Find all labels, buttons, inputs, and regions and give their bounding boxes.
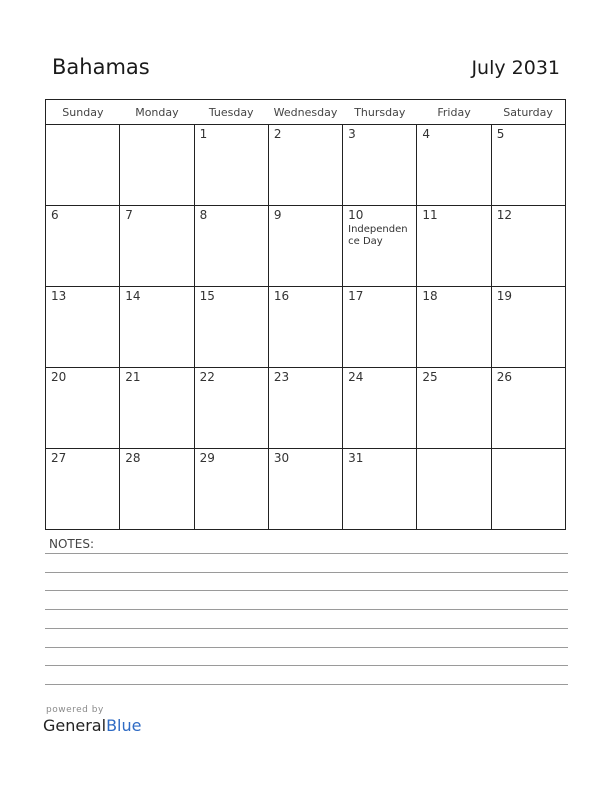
day-number: 5	[496, 127, 505, 141]
day-cell	[417, 287, 491, 368]
day-cell	[343, 206, 417, 287]
empty-day-cell	[46, 125, 120, 206]
note-line	[45, 609, 568, 610]
day-cell	[120, 206, 194, 287]
week-row	[46, 368, 566, 449]
day-number: 15	[199, 289, 215, 303]
weekday-header: Saturday	[491, 100, 565, 125]
day-number: 22	[199, 370, 215, 384]
day-cell	[417, 368, 491, 449]
week-row	[46, 206, 566, 287]
day-cell	[343, 287, 417, 368]
day-cell	[343, 449, 417, 530]
day-cell	[343, 368, 417, 449]
note-line	[45, 647, 568, 648]
day-cell	[417, 125, 491, 206]
empty-day-cell	[491, 449, 565, 530]
day-cell	[46, 287, 120, 368]
day-number: 3	[348, 127, 356, 141]
day-number: 13	[51, 289, 67, 303]
weekday-header: Friday	[417, 100, 491, 125]
calendar-grid	[45, 99, 566, 530]
day-cell	[491, 206, 565, 287]
day-cell	[194, 368, 268, 449]
day-number: 8	[199, 208, 208, 222]
day-cell	[194, 287, 268, 368]
day-number: 16	[273, 289, 290, 303]
weekday-header: Tuesday	[194, 100, 268, 125]
day-cell	[491, 125, 565, 206]
note-line	[45, 628, 568, 629]
generalblue-logo[interactable]	[43, 716, 141, 735]
day-number: 17	[348, 289, 364, 303]
day-number: 27	[51, 451, 67, 465]
day-number: 28	[125, 451, 141, 465]
empty-day-cell	[120, 125, 194, 206]
note-line	[45, 665, 568, 666]
week-row	[46, 449, 566, 530]
day-cell	[120, 449, 194, 530]
day-cell	[343, 125, 417, 206]
day-number: 7	[125, 208, 133, 222]
day-number: 2	[273, 127, 282, 141]
day-cell	[268, 206, 342, 287]
brand-blue: Blue	[106, 716, 142, 735]
day-number: 30	[273, 451, 290, 465]
note-line	[45, 590, 568, 591]
day-cell	[194, 206, 268, 287]
day-number: 11	[422, 208, 438, 222]
day-number: 31	[348, 451, 364, 465]
weekday-header-row	[46, 100, 566, 125]
week-row	[46, 287, 566, 368]
day-number: 20	[51, 370, 67, 384]
day-cell	[194, 449, 268, 530]
powered-by-text: powered by	[46, 705, 104, 715]
holiday-label: Independence Day	[348, 224, 408, 247]
day-number: 26	[496, 370, 512, 384]
empty-day-cell	[417, 449, 491, 530]
day-cell	[268, 287, 342, 368]
day-cell	[491, 287, 565, 368]
day-number: 6	[51, 208, 59, 222]
day-number: 9	[273, 208, 282, 222]
weekday-header: Sunday	[46, 100, 120, 125]
day-number: 25	[422, 370, 438, 384]
day-number: 29	[199, 451, 215, 465]
country-title: Bahamas	[52, 55, 150, 79]
month-title: July 2031	[471, 57, 560, 79]
day-cell	[268, 449, 342, 530]
day-cell	[46, 206, 120, 287]
day-number: 24	[348, 370, 364, 384]
day-number: 21	[125, 370, 141, 384]
day-number: 23	[273, 370, 290, 384]
day-cell	[268, 368, 342, 449]
day-cell	[417, 206, 491, 287]
day-cell	[120, 368, 194, 449]
day-number: 12	[496, 208, 512, 222]
brand-general: General	[43, 716, 107, 735]
day-cell	[194, 125, 268, 206]
day-cell	[120, 287, 194, 368]
weekday-header: Wednesday	[268, 100, 342, 125]
note-line	[45, 553, 568, 554]
weekday-header: Monday	[120, 100, 194, 125]
week-row	[46, 125, 566, 206]
weekday-header: Thursday	[343, 100, 417, 125]
day-number: 10	[348, 208, 364, 222]
day-number: 14	[125, 289, 141, 303]
day-cell	[491, 368, 565, 449]
note-line	[45, 684, 568, 685]
day-cell	[268, 125, 342, 206]
day-number: 4	[422, 127, 431, 141]
day-number: 1	[199, 127, 208, 141]
day-cell	[46, 449, 120, 530]
day-cell	[46, 368, 120, 449]
note-line	[45, 572, 568, 573]
notes-label: NOTES:	[49, 537, 94, 551]
day-number: 18	[422, 289, 438, 303]
day-number: 19	[496, 289, 512, 303]
